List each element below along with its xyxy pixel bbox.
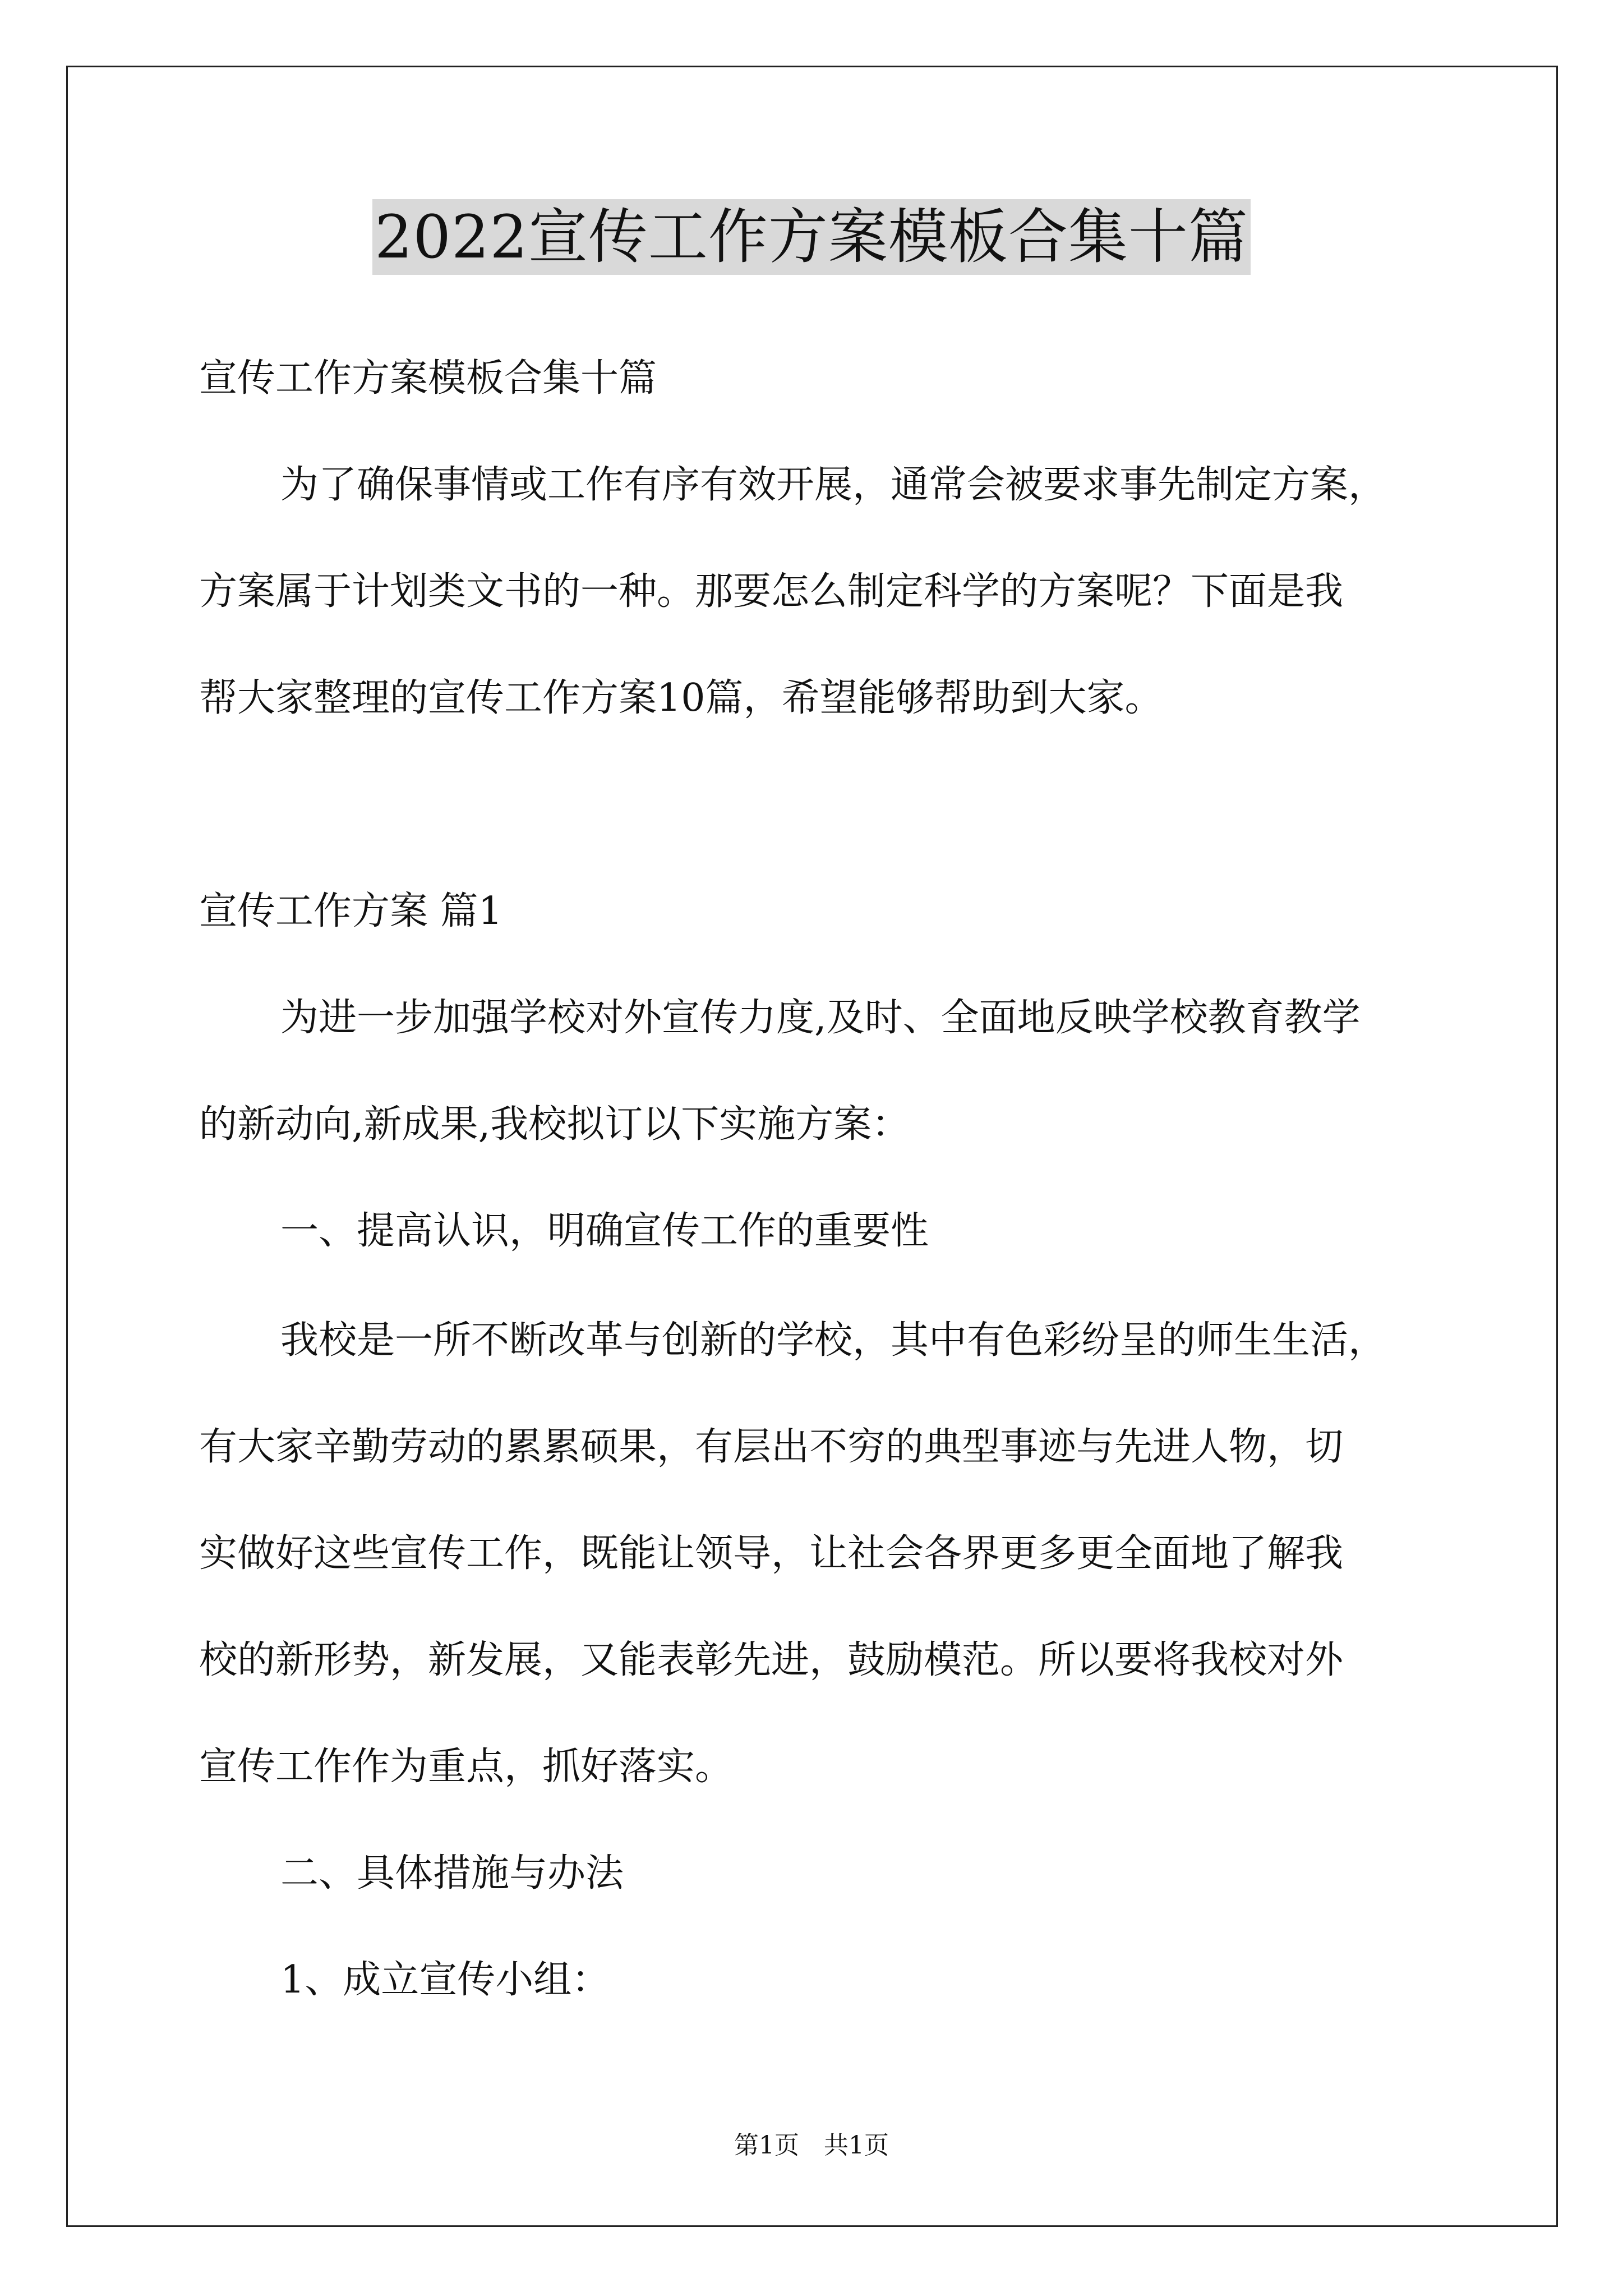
page-footer: 第1页 共1页 <box>734 2131 889 2160</box>
body-line-5: 实做好这些宣传工作，既能让领导，让社会各界更多更全面地了解我 <box>199 1531 1344 1576</box>
body-line-6: 校的新形势，新发展，又能表彰先进，鼓励模范。所以要将我校对外 <box>199 1638 1344 1682</box>
document-title: 2022宣传工作方案模板合集十篇 <box>372 199 1251 275</box>
body-heading-2: 二、具体措施与办法 <box>280 1851 624 1895</box>
body-line-1: 为进一步加强学校对外宣传力度,及时、全面地反映学校教育教学 <box>280 996 1361 1040</box>
body-heading-1: 一、提高认识，明确宣传工作的重要性 <box>280 1209 929 1253</box>
intro-line-3: 帮大家整理的宣传工作方案10篇，希望能够帮助到大家。 <box>199 676 1163 720</box>
body-line-3: 我校是一所不断改革与创新的学校，其中有色彩纷呈的师生生活， <box>280 1318 1387 1363</box>
body-line-8: 1、成立宣传小组： <box>280 1958 610 2002</box>
body-line-7: 宣传工作作为重点，抓好落实。 <box>199 1745 734 1789</box>
title-container <box>0 199 1623 275</box>
document-subtitle: 宣传工作方案模板合集十篇 <box>199 356 657 401</box>
body-line-2: 的新动向,新成果,我校拟订以下实施方案： <box>199 1102 910 1147</box>
section-heading: 宣传工作方案 篇1 <box>199 889 502 933</box>
body-line-4: 有大家辛勤劳动的累累硕果，有层出不穷的典型事迹与先进人物，切 <box>199 1425 1344 1469</box>
intro-line-1: 为了确保事情或工作有序有效开展，通常会被要求事先制定方案， <box>280 463 1387 507</box>
intro-line-2: 方案属于计划类文书的一种。那要怎么制定科学的方案呢？下面是我 <box>199 569 1344 614</box>
